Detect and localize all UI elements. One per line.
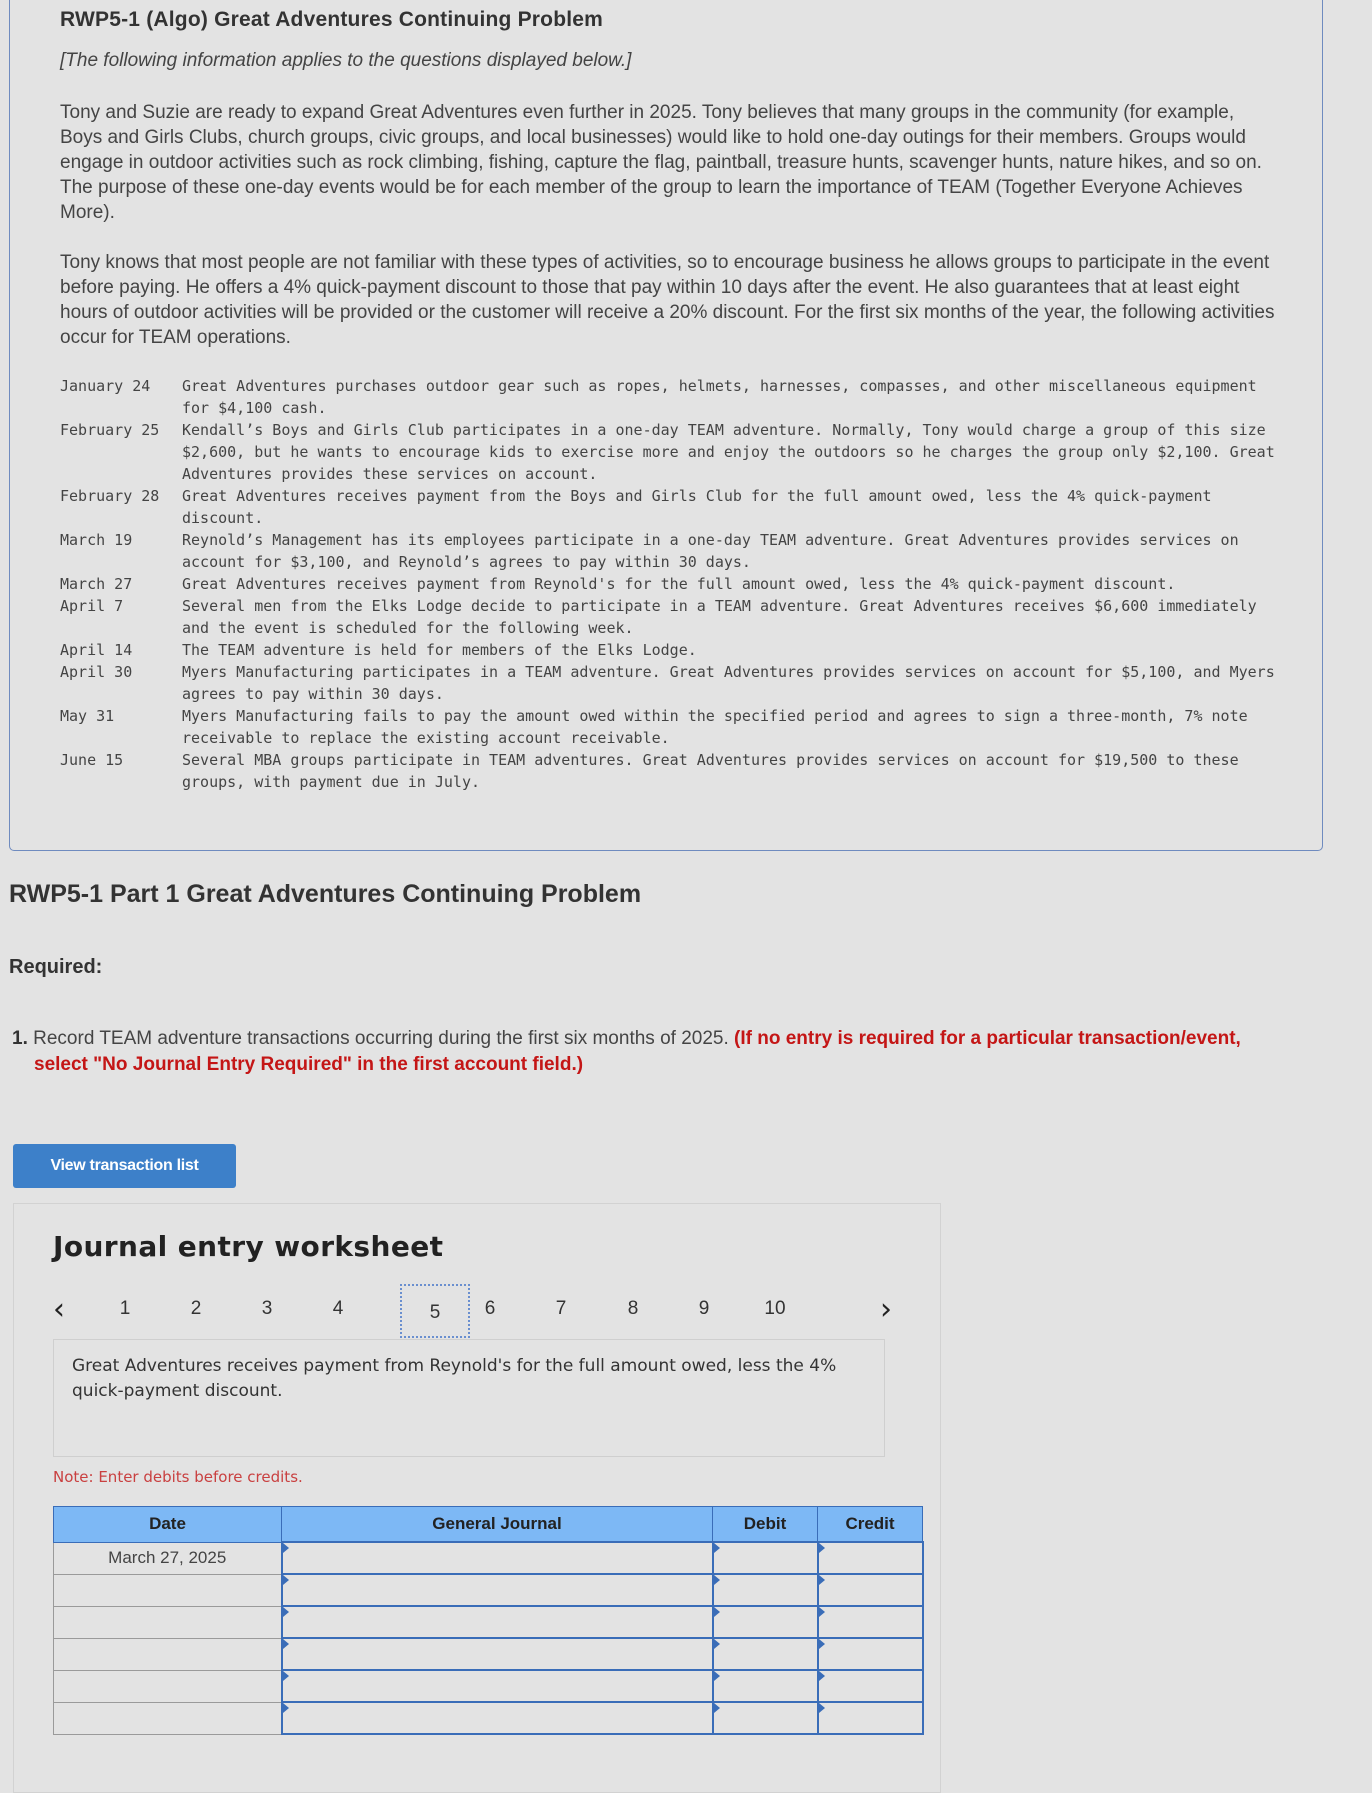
entry-date (54, 1638, 282, 1670)
journal-entry-worksheet (13, 1203, 941, 1793)
entry-date (54, 1574, 282, 1606)
general-journal-table (53, 1506, 924, 1735)
event-row (60, 529, 1280, 573)
page-5-active[interactable]: 5 (400, 1284, 470, 1338)
credit-field[interactable] (818, 1574, 923, 1606)
page-7[interactable]: 7 (555, 1298, 567, 1319)
chevron-right-icon[interactable]: › (880, 1292, 892, 1327)
debit-field[interactable] (713, 1542, 818, 1574)
page-9[interactable]: 9 (698, 1298, 710, 1319)
table-header-row (54, 1507, 923, 1543)
page-4[interactable]: 4 (332, 1298, 344, 1319)
table-row (54, 1542, 923, 1574)
event-date: March 19 (60, 531, 133, 549)
credit-field[interactable] (818, 1670, 923, 1702)
credit-column-header: Credit (818, 1507, 923, 1543)
event-row (60, 661, 1280, 705)
account-field[interactable] (282, 1702, 713, 1734)
event-date: January 24 (60, 377, 151, 395)
table-row (54, 1606, 923, 1638)
part-title: RWP5-1 Part 1 Great Adventures Continuing Problem (9, 880, 642, 908)
transaction-description: Great Adventures receives payment from Reynold's for the full amount owed, less the 4% quick-payment discount. (53, 1339, 885, 1457)
page-6[interactable]: 6 (484, 1298, 496, 1319)
credit-field[interactable] (818, 1542, 923, 1574)
debit-column-header: Debit (713, 1507, 818, 1543)
table-row (54, 1670, 923, 1702)
entry-date (54, 1606, 282, 1638)
event-text: Several MBA groups participate in TEAM adventures. Great Adventures provides services on account for $19,500 to these groups, with payment due in July. (182, 751, 1239, 791)
table-row (54, 1638, 923, 1670)
table-row (54, 1702, 923, 1734)
event-text: Great Adventures purchases outdoor gear such as ropes, helmets, harnesses, compasses, and other miscellaneous equipment for $4,100 cash. (182, 377, 1257, 417)
event-row (60, 639, 1280, 661)
event-text: The TEAM adventure is held for members of the Elks Lodge. (182, 641, 697, 659)
page-10[interactable]: 10 (764, 1298, 786, 1319)
event-date: May 31 (60, 707, 115, 725)
instruction-number: 1. (12, 1028, 28, 1049)
event-row (60, 749, 1280, 793)
event-list (60, 375, 1280, 793)
required-label: Required: (9, 956, 103, 978)
debit-field[interactable] (713, 1606, 818, 1638)
instruction-text: Record TEAM adventure transactions occurring during the first six months of 2025. (33, 1028, 729, 1049)
account-field[interactable] (282, 1638, 713, 1670)
account-field[interactable] (282, 1542, 713, 1574)
credit-field[interactable] (818, 1606, 923, 1638)
event-date: June 15 (60, 751, 124, 769)
account-field[interactable] (282, 1670, 713, 1702)
entry-date: March 27, 2025 (54, 1542, 282, 1574)
event-date: February 28 (60, 487, 160, 505)
event-text: Great Adventures receives payment from Reynold's for the full amount owed, less the 4% quick-payment discount. (182, 575, 1176, 593)
event-date: February 25 (60, 421, 160, 439)
debit-field[interactable] (713, 1702, 818, 1734)
event-row (60, 705, 1280, 749)
account-field[interactable] (282, 1574, 713, 1606)
general-journal-column-header: General Journal (282, 1507, 713, 1543)
problem-title: RWP5-1 (Algo) Great Adventures Continuing Problem (60, 8, 604, 31)
event-row (60, 485, 1280, 529)
event-text: Reynold’s Management has its employees participate in a one-day TEAM adventure. Great Adventures provides services on account for $3,100, and Reynold’s agrees to pay within 30 days. (182, 531, 1239, 571)
problem-paragraph-2: Tony knows that most people are not familiar with these types of activities, so to encourage business he allows groups to participate in the event before paying. He offers a 4% quick-payment discount to those that pay within 10 days after the event. He also guarantees that at least eight hours of outdoor activities will be provided or the customer will receive a 20% discount. For the first six months of the year, the following activities occur for TEAM operations. (60, 252, 1275, 348)
event-row (60, 573, 1280, 595)
account-field[interactable] (282, 1606, 713, 1638)
chevron-left-icon[interactable]: ‹ (53, 1292, 65, 1327)
instruction (12, 1026, 1294, 1078)
credit-field[interactable] (818, 1638, 923, 1670)
debit-field[interactable] (713, 1638, 818, 1670)
event-text: Kendall’s Boys and Girls Club participates in a one-day TEAM adventure. Normally, Tony would charge a group of this size $2,600, but he wants to encourage kids to exercise more and enjoy the outdoors so he charges the group only $2,100. Great Adventures provides these services on account. (182, 421, 1275, 483)
event-date: April 7 (60, 597, 124, 615)
event-row (60, 595, 1280, 639)
debit-field[interactable] (713, 1670, 818, 1702)
instruction-warning: (If no entry is required for a particular transaction/event, select "No Journal Entry Required" in the first account field.) (34, 1028, 1241, 1075)
page-3[interactable]: 3 (261, 1298, 273, 1319)
entry-date (54, 1670, 282, 1702)
page-8[interactable]: 8 (627, 1298, 639, 1319)
table-row (54, 1574, 923, 1606)
entry-date (54, 1702, 282, 1734)
worksheet-title: Journal entry worksheet (53, 1230, 444, 1263)
event-date: March 27 (60, 575, 133, 593)
debit-field[interactable] (713, 1574, 818, 1606)
problem-paragraph-1: Tony and Suzie are ready to expand Great Adventures even further in 2025. Tony believes that many groups in the community (for example, Boys and Girls Clubs, church groups, civic groups, and local businesses) would like to hold one-day outings for their members. Groups would engage in outdoor activities such as rock climbing, fishing, capture the flag, paintball, treasure hunts, scavenger hunts, nature hikes, and so on. The purpose of these one-day events would be for each member of the group to learn the importance of TEAM (Together Everyone Achieves More). (60, 102, 1262, 223)
event-text: Myers Manufacturing fails to pay the amount owed within the specified period and agrees to sign a three-month, 7% note receivable to replace the existing account receivable. (182, 707, 1248, 747)
event-text: Great Adventures receives payment from the Boys and Girls Club for the full amount owed, less the 4% quick-payment discount. (182, 487, 1212, 527)
view-transaction-list-button[interactable]: View transaction list (13, 1144, 236, 1188)
event-row (60, 419, 1280, 485)
event-text: Myers Manufacturing participates in a TEAM adventure. Great Adventures provides services on account for $5,100, and Myers agrees to pay within 30 days. (182, 663, 1275, 703)
page-2[interactable]: 2 (190, 1298, 202, 1319)
credit-field[interactable] (818, 1702, 923, 1734)
entry-note: Note: Enter debits before credits. (53, 1468, 303, 1486)
event-date: April 14 (60, 641, 133, 659)
event-row (60, 375, 1280, 419)
event-date: April 30 (60, 663, 133, 681)
page-1[interactable]: 1 (119, 1298, 131, 1319)
problem-subtitle: [The following information applies to the questions displayed below.] (60, 50, 632, 71)
entry-pager (47, 1282, 907, 1342)
event-text: Several men from the Elks Lodge decide to participate in a TEAM adventure. Great Adventures receives $6,600 immediately and the event is scheduled for the following week. (182, 597, 1257, 637)
date-column-header: Date (54, 1507, 282, 1543)
